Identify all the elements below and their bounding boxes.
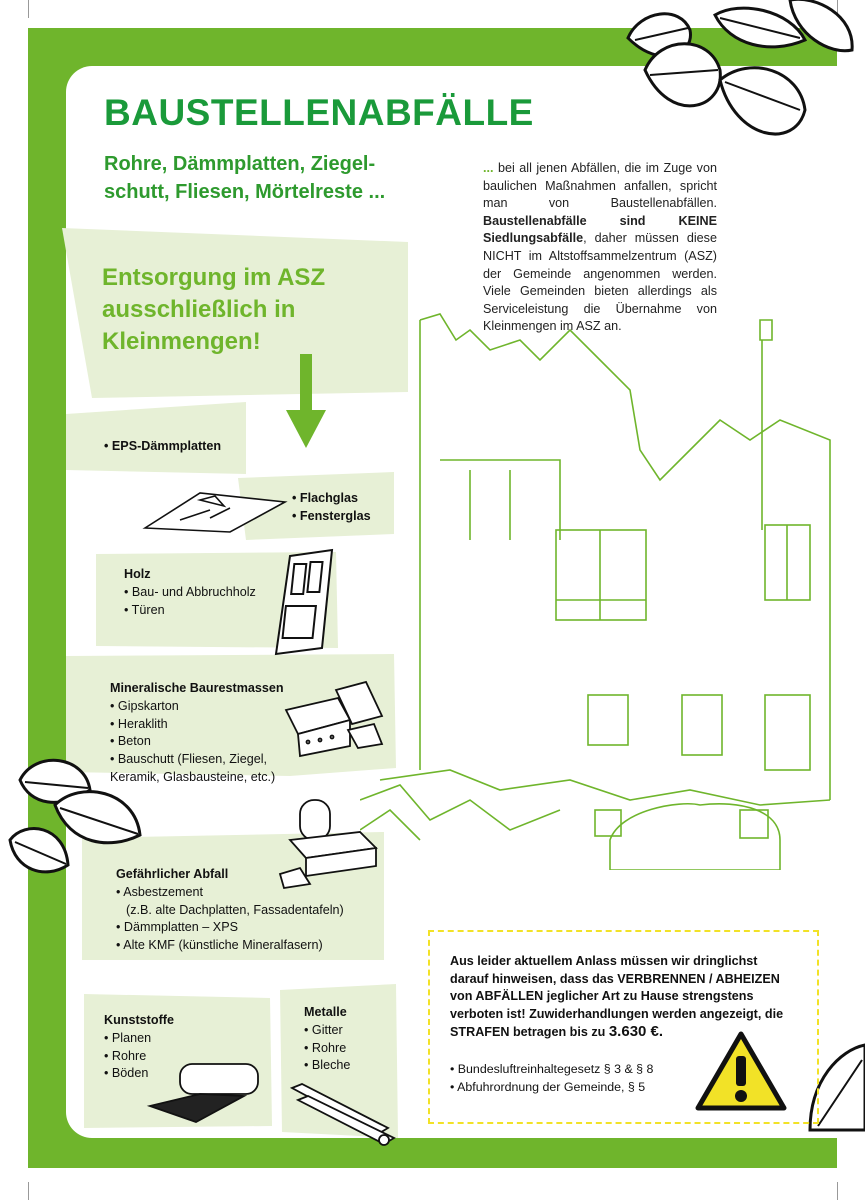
category-item: • Böden — [104, 1066, 149, 1081]
subtitle-line: schutt, Fliesen, Mörtelreste ... — [104, 181, 386, 203]
fine-amount: 3.630 €. — [608, 1023, 664, 1041]
category-mineral — [110, 680, 284, 787]
category-item: • Bauschutt (Fliesen, Ziegel, — [110, 752, 268, 767]
category-item: • Gipskarton — [110, 698, 179, 713]
law-item: • Bundesluftreinhaltegesetz § 3 & § 8 — [450, 1062, 654, 1076]
callout-line: Entsorgung im ASZ — [102, 264, 326, 291]
glass-illustration — [140, 488, 290, 536]
category-item: • Fensterglas — [292, 508, 371, 523]
category-item: • Asbestzement — [116, 884, 204, 899]
callout-line: ausschließlich in — [102, 296, 296, 323]
door-illustration — [272, 548, 338, 658]
category-title: Kunststoffe — [104, 1013, 174, 1027]
category-item: (z.B. alte Dachplatten, Fassadentafeln) — [126, 902, 344, 917]
intro-part: bei all jenen Abfällen, die im Zuge von baulichen Maßnahmen anfallen, spricht man von Baustellenabfällen. — [483, 161, 717, 211]
category-item: • EPS-Dämmplatten — [104, 439, 222, 453]
metal-pipes-illustration — [288, 1080, 398, 1148]
asz-callout — [102, 262, 402, 358]
notice-text: Aus leider aktuellem Anlass müssen wir dringlichst darauf hinweisen, dass das VERBRENNEN / ABHEIZEN von ABFÄLLEN jeglicher Art zu Hause strengstens verboten ist! Zuwiderhandlungen werden angezeigt, die STRAFEN betragen bis zu — [450, 954, 784, 1040]
law-item: • Abfuhrordnung der Gemeinde, § 5 — [450, 1080, 646, 1094]
category-holz — [124, 566, 256, 619]
category-eps — [104, 438, 221, 456]
subtitle-line: Rohre, Dämmplatten, Ziegel- — [104, 153, 376, 175]
page-title: BAUSTELLENABFÄLLE — [104, 92, 534, 133]
bricks-illustration — [278, 680, 390, 760]
category-item: • Alte KMF (künstliche Mineralfasern) — [116, 938, 323, 953]
category-item: • Planen — [104, 1030, 152, 1045]
category-item: • Heraklith — [110, 716, 168, 731]
category-metalle — [304, 1004, 350, 1075]
category-title: Metalle — [304, 1005, 347, 1019]
plastic-roll-illustration — [140, 1058, 264, 1130]
intro-lead: ... — [483, 161, 494, 175]
category-item: • Rohre — [304, 1040, 347, 1055]
category-item: • Bleche — [304, 1058, 351, 1073]
category-glass — [292, 490, 371, 526]
category-item: • Beton — [110, 734, 151, 749]
category-title: Holz — [124, 567, 151, 581]
category-title: Mineralische Baurestmassen — [110, 681, 284, 695]
category-item: • Rohre — [104, 1048, 147, 1063]
category-item: • Dämmplatten – XPS — [116, 920, 239, 935]
warning-notice-text — [450, 953, 790, 1042]
category-item: Keramik, Glasbausteine, etc.) — [110, 769, 276, 784]
insulation-illustration — [270, 796, 390, 892]
leaves-decoration — [600, 0, 865, 210]
page-subtitle — [104, 150, 434, 206]
intro-part: , daher müssen diese NICHT im Altstoffsammelzentrum (ASZ) der Gemeinde angenommen werden. Viele Gemeinden bieten allerdings als Serviceleistung die Übernahme von Kleinmengen im ASZ an. — [483, 231, 717, 334]
category-item: • Türen — [124, 602, 165, 617]
ruined-house-illustration — [360, 300, 840, 870]
category-item: • Flachglas — [292, 491, 359, 505]
category-item: • Bau- und Abbruchholz — [124, 584, 256, 599]
intro-bold: Baustellenabfälle sind KEINE Siedlungsabfälle — [483, 213, 717, 246]
law-references — [450, 1060, 653, 1096]
category-title: Gefährlicher Abfall — [116, 867, 229, 881]
warning-icon — [694, 1030, 788, 1112]
callout-line: Kleinmengen! — [102, 328, 261, 355]
category-item: • Gitter — [304, 1022, 343, 1037]
down-arrow-icon — [286, 354, 326, 450]
